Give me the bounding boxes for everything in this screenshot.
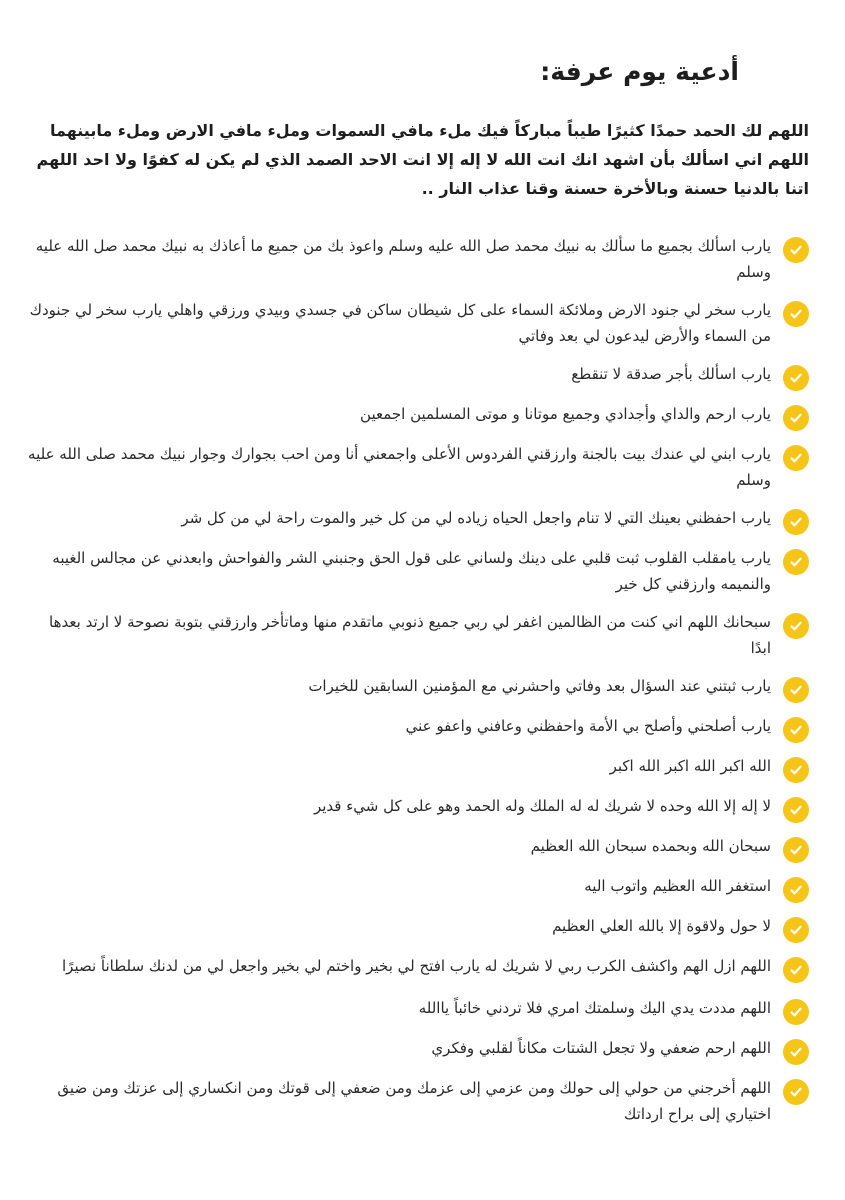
check-circle-icon	[783, 837, 809, 863]
list-item-text: يارب سخر لي جنود الارض وملائكة السماء على كل شيطان ساكن في جسدي وبيدي ورزقي واهلي يارب سخر لي جنودك من السماء والأرض ليدعون لي بعد وفاتي	[29, 301, 771, 345]
list-item-text: اللهم أخرجني من حولي إلى حولك ومن عزمي إلى عزمك ومن ضعفي إلى قوتك ومن انكساري إلى عزتك ومن ضيق اختياري إلى براح ارداتك	[57, 1079, 771, 1123]
list-item	[28, 361, 809, 391]
list-item	[28, 793, 809, 823]
list-item-text: اللهم ازل الهم واكشف الكرب ربي لا شريك له يارب افتح لي بخير واختم لي بخير واجعل لي من لدنك سلطاناً نصيرًا	[62, 957, 771, 975]
list-item-text: استغفر الله العظيم واتوب اليه	[584, 877, 771, 895]
list-item-text: يارب أصلحني وأصلح بي الأمة واحفظني وعافني واعفو عني	[405, 717, 771, 735]
list-item	[28, 609, 809, 661]
list-item	[28, 297, 809, 349]
list-item	[28, 713, 809, 743]
check-circle-icon	[783, 237, 809, 263]
list-item-text: اللهم مددت يدي اليك وسلمتك امري فلا تردني خائباً ياالله	[418, 999, 771, 1017]
list-item-text: يارب ابني لي عندك بيت بالجنة وارزقني الفردوس الأعلى واجمعني أنا ومن احب بجوارك وجوار نبيك محمد صلى الله عليه وسلم	[28, 445, 771, 489]
check-circle-icon	[783, 757, 809, 783]
list-item	[28, 953, 809, 983]
list-item	[28, 1035, 809, 1065]
dua-list	[28, 233, 809, 1127]
list-item-text: اللهم ارحم ضعفي ولا تجعل الشتات مكاناً لقلبي وفكري	[431, 1039, 771, 1057]
check-circle-icon	[783, 613, 809, 639]
check-circle-icon	[783, 365, 809, 391]
list-item	[28, 545, 809, 597]
check-circle-icon	[783, 1039, 809, 1065]
check-circle-icon	[783, 405, 809, 431]
list-item	[28, 833, 809, 863]
check-circle-icon	[783, 677, 809, 703]
list-item-text: يارب ثبتني عند السؤال بعد وفاتي واحشرني مع المؤمنين السابقين للخيرات	[308, 677, 771, 695]
check-circle-icon	[783, 917, 809, 943]
check-circle-icon	[783, 797, 809, 823]
list-item	[28, 233, 809, 285]
check-circle-icon	[783, 549, 809, 575]
check-circle-icon	[783, 445, 809, 471]
check-circle-icon	[783, 957, 809, 983]
check-circle-icon	[783, 877, 809, 903]
list-item	[28, 673, 809, 703]
list-item	[28, 505, 809, 535]
list-item-text: لا حول ولاقوة إلا بالله العلي العظيم	[552, 917, 771, 935]
list-item-text: يارب اسألك بأجر صدقة لا تنقطع	[571, 365, 771, 383]
check-circle-icon	[783, 1079, 809, 1105]
check-circle-icon	[783, 301, 809, 327]
list-item-text: يارب يامقلب القلوب ثبت قلبي على دينك ولساني على قول الحق وجنبني الشر والفواحش وابعدني عن مجالس الغيبه والنميمه وارزقني كل خير	[52, 549, 771, 593]
list-item-text: سبحانك اللهم اني كنت من الظالمين اغفر لي ربي جميع ذنوبي ماتقدم منها وماتأخر وارزقني بتوبة نصوحة لا ارتد بعدها ابدًا	[49, 613, 771, 657]
check-circle-icon	[783, 717, 809, 743]
page-title: أدعية يوم عرفة:	[540, 57, 739, 86]
intro-paragraph: اللهم لك الحمد حمدًا كثيرًا طيباً مباركاً فيك ملء مافي السموات وملء مافي الارض وملء مابينهما اللهم اني اسألك بأن اشهد انك انت الله لا إله إلا انت الاحد الصمد الذي لم يكن له كفوًا ولا احد اللهم اتنا بالدنيا حسنة وبالأخرة حسنة وقنا عذاب النار ..	[36, 121, 809, 198]
check-circle-icon	[783, 509, 809, 535]
list-item-text: لا إله إلا الله وحده لا شريك له له الملك وله الحمد وهو على كل شيء قدير	[313, 797, 771, 815]
list-item-text: يارب احفظني بعينك التي لا تنام واجعل الحياه زياده لي من كل خير والموت راحة لي من كل شر	[181, 509, 771, 527]
list-item	[28, 913, 809, 943]
check-circle-icon	[783, 999, 809, 1025]
list-item	[28, 1075, 809, 1127]
list-item	[28, 995, 809, 1025]
list-item	[28, 873, 809, 903]
list-item-text: يارب اسألك بجميع ما سألك به نبيك محمد صل الله عليه وسلم واعوذ بك من جميع ما أعاذك به نبيك محمد صل الله عليه وسلم	[35, 237, 771, 281]
list-item	[28, 753, 809, 783]
list-item-text: الله اكبر الله اكبر الله اكبر	[609, 757, 771, 775]
list-item	[28, 401, 809, 431]
list-item	[28, 441, 809, 493]
list-item-text: سبحان الله وبحمده سبحان الله العظيم	[530, 837, 771, 855]
list-item-text: يارب ارحم والداي وأجدادي وجميع موتانا و موتى المسلمين اجمعين	[360, 405, 771, 423]
